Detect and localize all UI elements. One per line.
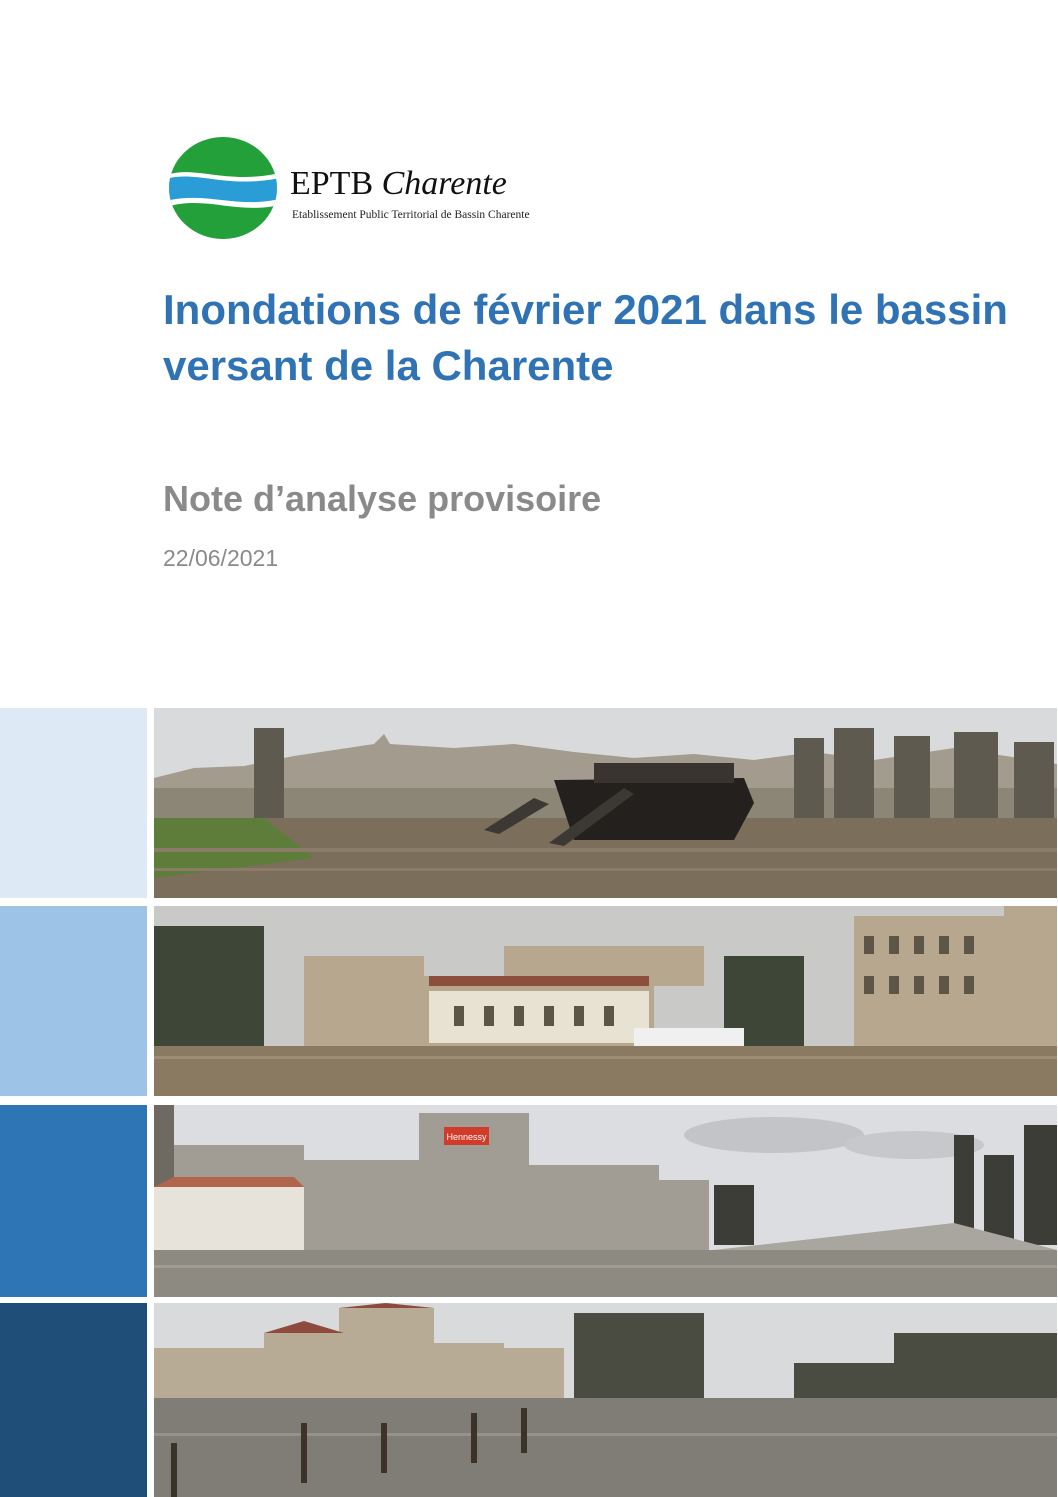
document-title: Inondations de février 2021 dans le bassin versant de la Charente <box>163 286 1008 389</box>
logo-name <box>290 165 507 203</box>
logo-name-tail: Charente <box>381 165 507 202</box>
flood-photo-trees <box>154 1303 1057 1497</box>
flood-photo-boat <box>154 708 1057 898</box>
photo-strip-3 <box>0 1105 1058 1297</box>
photo-strip-2 <box>0 906 1058 1096</box>
hennessy-sign: Hennessy <box>446 1132 487 1142</box>
color-swatch-3 <box>0 1105 147 1297</box>
document-subtitle: Note d’analyse provisoire <box>163 478 602 519</box>
flood-photo-hennessy <box>154 1105 1057 1297</box>
eptb-logo <box>166 135 566 245</box>
eptb-logo-mark-icon <box>166 135 280 241</box>
color-swatch-4 <box>0 1303 147 1497</box>
color-swatch-2 <box>0 906 147 1096</box>
logo-name-lead: EPTB <box>290 165 374 202</box>
document-date: 22/06/2021 <box>163 545 279 571</box>
flood-photo-riverfront <box>154 906 1057 1096</box>
logo-subtitle: Etablissement Public Territorial de Bassin Charente <box>292 209 530 221</box>
photo-strip-4 <box>0 1303 1058 1497</box>
photo-strip-1 <box>0 708 1058 898</box>
color-swatch-1 <box>0 708 147 898</box>
